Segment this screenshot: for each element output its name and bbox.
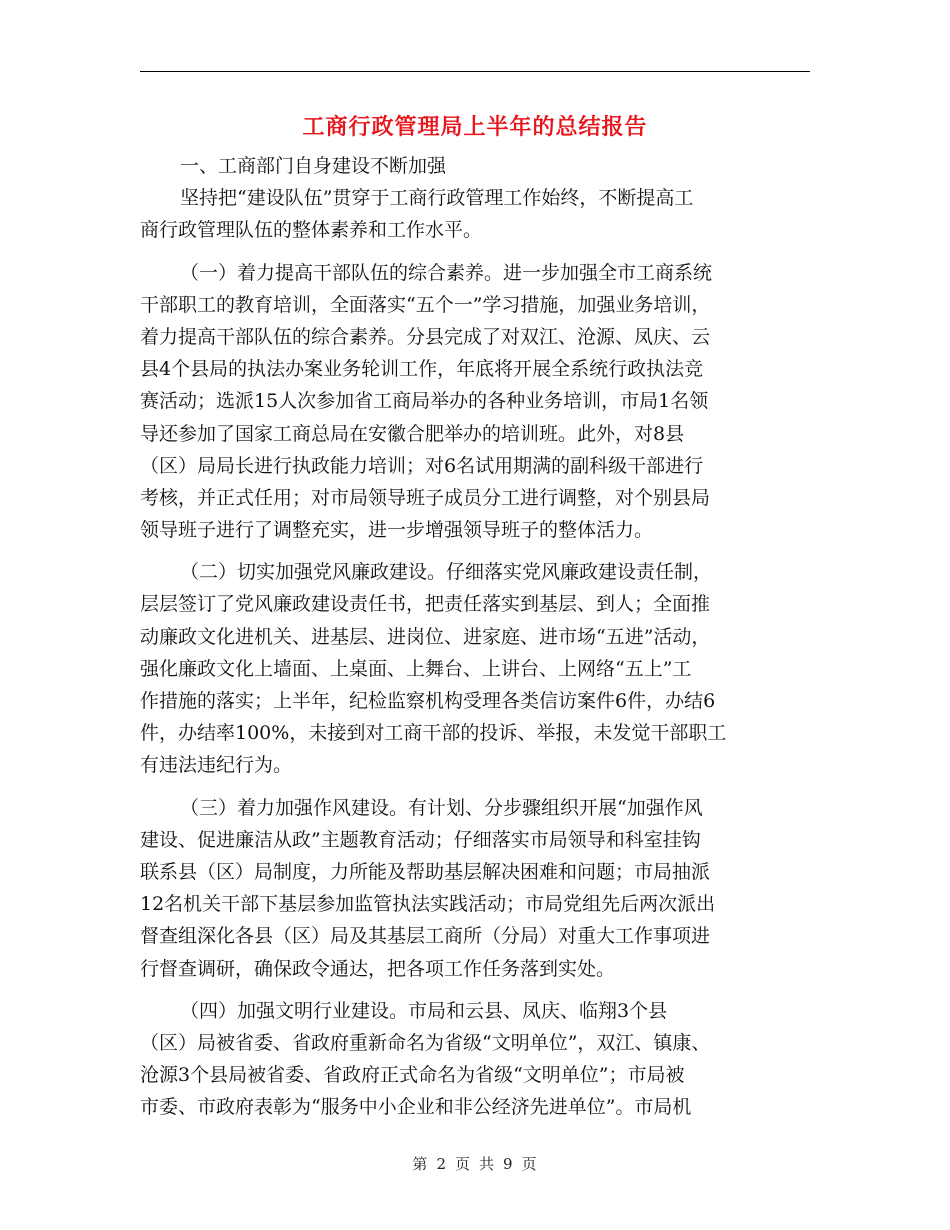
header-rule [140,71,810,72]
paragraph-line: 联系县（区）局制度，力所能及帮助基层解决困难和问题；市局抽派 [140,860,711,883]
paragraph-3 [140,792,810,985]
total-pages-number: 9 [503,1155,514,1173]
footer-page-word: 页 [454,1155,471,1173]
paragraph-line: 领导班子进行了调整充实，进一步增强领导班子的整体活力。 [140,519,654,542]
paragraph-line: 12名机关干部下基层参加监管执法实践活动；市局党组先后两次派出 [140,893,716,916]
paragraph-line: 坚持把“建设队伍”贯穿于工商行政管理工作始终，不断提高工 [180,187,694,210]
paragraph-line: 层层签订了党风廉政建设责任书，把责任落实到基层、到人；全面推 [140,593,711,616]
paragraph-line: 考核，并正式任用；对市局领导班子成员分工进行调整，对个别县局 [140,486,711,509]
paragraph-line: 有违法违纪行为。 [140,754,293,777]
paragraph-line: 沧源3个县局被省委、省政府正式命名为省级“文明单位”；市局被 [140,1064,685,1087]
paragraph-line: 商行政管理队伍的整体素养和工作水平。 [140,219,483,242]
footer-total-word: 共 [479,1155,496,1173]
paragraph-line: （三）着力加强作风建设。有计划、分步骤组织开展“加强作风 [180,796,703,819]
document-body [140,150,810,1123]
paragraph-line: 导还参加了国家工商总局在安徽合肥举办的培训班。此外，对8县 [140,422,685,445]
paragraph-line: （区）局局长进行执政能力培训；对6名试用期满的副科级干部进行 [140,454,704,477]
paragraph-line: （一）着力提高干部队伍的综合素养。进一步加强全市工商系统 [180,261,713,284]
paragraph-line: 督查组深化各县（区）局及其基层工商所（分局）对重大工作事项进 [140,925,711,948]
paragraph-line: 赛活动；选派15人次参加省工商局举办的各种业务培训，市局1名领 [140,390,709,413]
paragraph-line: 动廉政文化进机关、进基层、进岗位、进家庭、进市场“五进”活动， [140,625,711,648]
paragraph-2 [140,556,810,781]
footer-prefix: 第 [412,1155,429,1173]
current-page-number: 2 [436,1155,447,1173]
paragraph-line: （四）加强文明行业建设。市局和云县、凤庆、临翔3个县 [180,999,668,1022]
footer-suffix: 页 [521,1155,538,1173]
document-title: 工商行政管理局上半年的总结报告 [302,114,648,140]
paragraph-1 [140,257,810,547]
paragraph-4 [140,995,810,1124]
paragraph-line: 着力提高干部队伍的综合素养。分县完成了对双江、沧源、凤庆、云 [140,325,711,348]
paragraph-line: 行督查调研，确保政令通达，把各项工作任务落到实处。 [140,957,616,980]
intro-paragraph [140,182,810,246]
section-heading: 一、工商部门自身建设不断加强 [180,155,447,177]
paragraph-line: 作措施的落实；上半年，纪检监察机构受理各类信访案件6件，办结6 [140,690,716,712]
paragraph-line: 件，办结率100%，未接到对工商干部的投诉、举报，未发觉干部职工 [140,722,727,745]
paragraph-line: 市委、市政府表彰为“服务中小企业和非公经济先进单位”。市局机 [140,1096,692,1119]
paragraph-line: 县4个县局的执法办案业务轮训工作，年底将开展全系统行政执法竞 [140,358,704,381]
paragraph-line: （二）切实加强党风廉政建设。仔细落实党风廉政建设责任制， [180,561,713,584]
paragraph-line: 干部职工的教育培训，全面落实“五个一”学习措施，加强业务培训， [140,293,711,316]
paragraph-line: 建设、促进廉洁从政”主题教育活动；仔细落实市局领导和科室挂钩 [140,828,701,851]
paragraph-line: 强化廉政文化上墙面、上桌面、上舞台、上讲台、上网络“五上”工 [140,657,692,680]
paragraph-line: （区）局被省委、省政府重新命名为省级“文明单位”，双江、镇康、 [140,1031,711,1054]
page-footer [0,1153,950,1174]
